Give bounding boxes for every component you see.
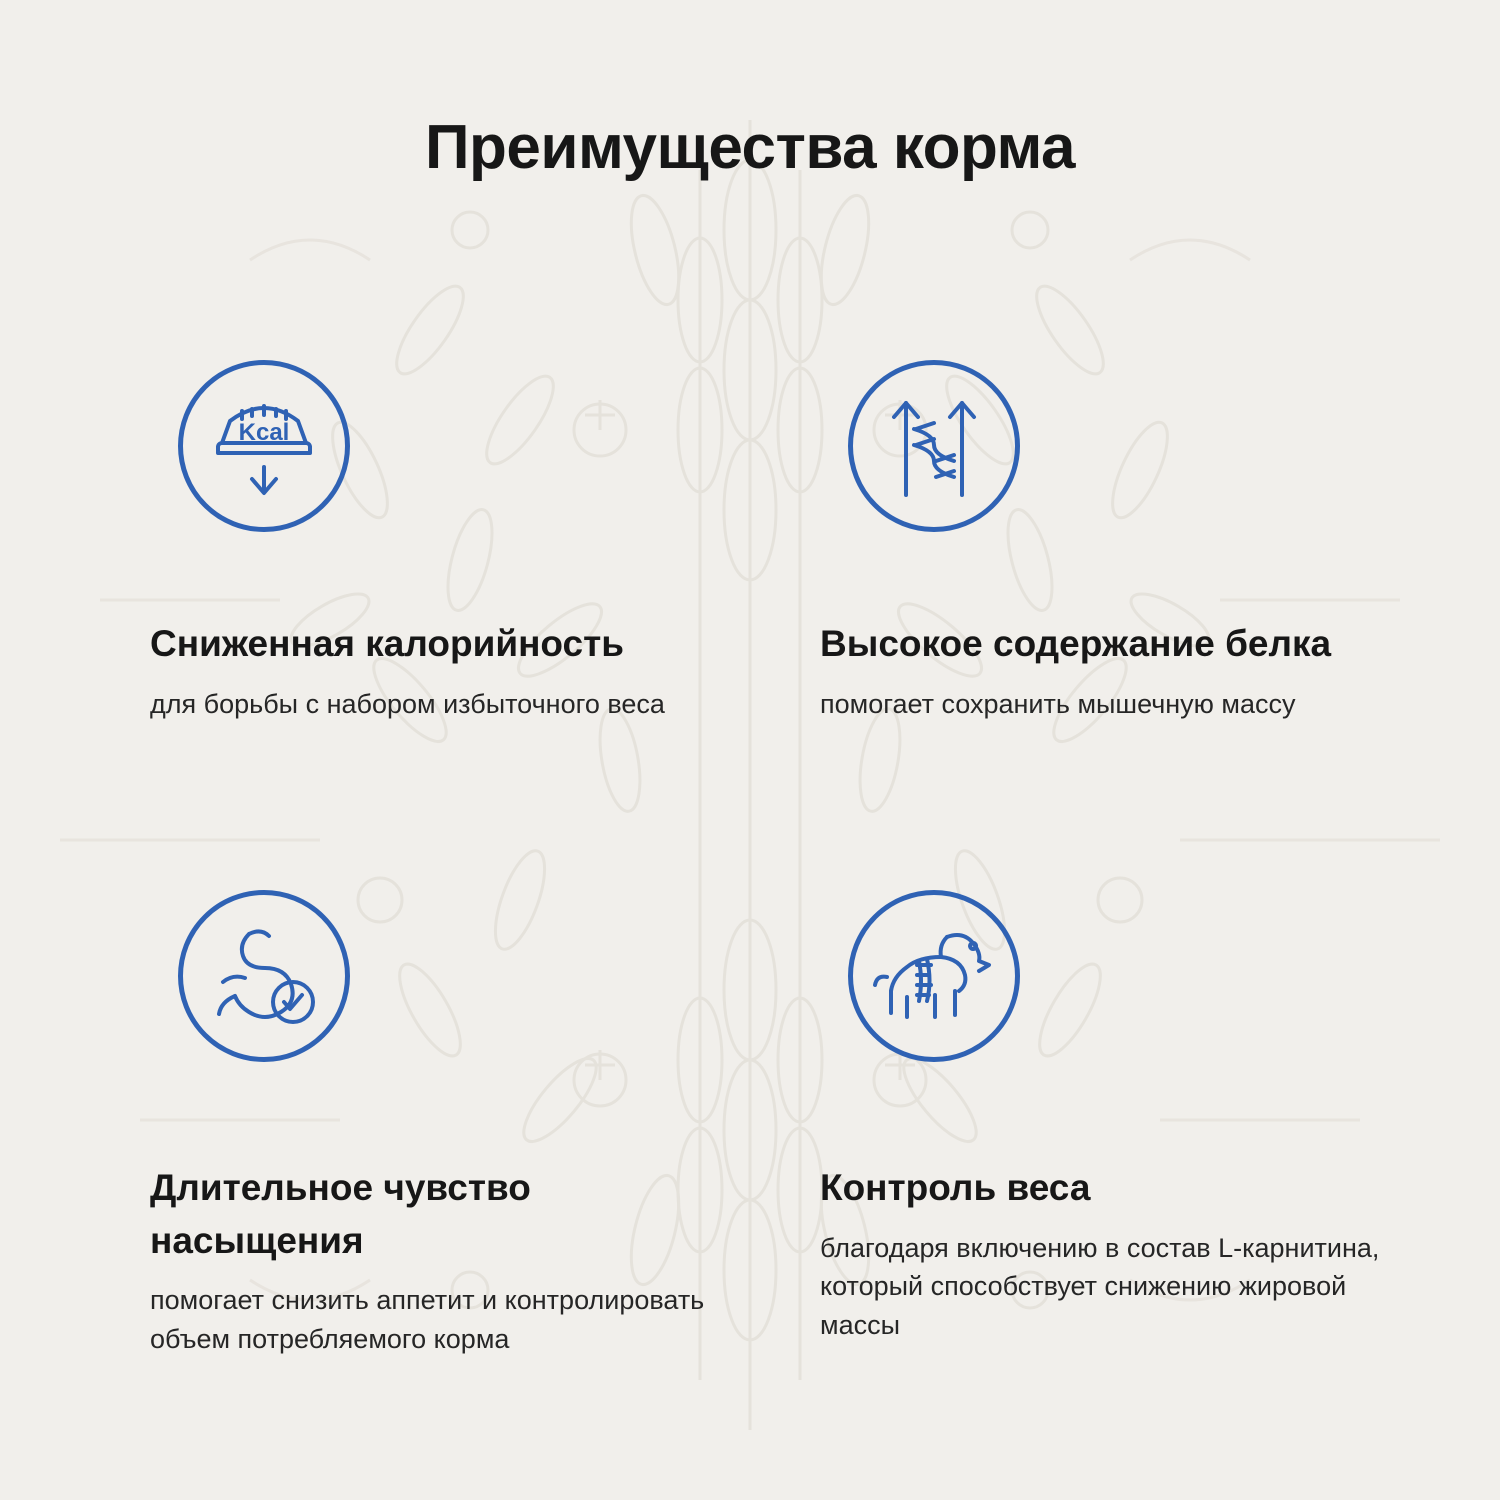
kcal-scale-down-arrow-icon (178, 360, 350, 532)
protein-dna-up-arrows-icon (848, 360, 1020, 532)
dog-measuring-tape-icon (848, 890, 1020, 1062)
feature-description: помогает снизить аппетит и контролировать объем потребляемого корма (150, 1285, 705, 1354)
feature-description: помогает сохранить мышечную массу (820, 688, 1296, 719)
svg-text:Kcal: Kcal (238, 419, 290, 446)
feature-title: Длительное чувство насыщения (150, 1167, 531, 1261)
feature-card-long-satiety (150, 890, 710, 1359)
feature-description: для борьбы с набором избыточного веса (150, 688, 665, 719)
feature-card-reduced-calories (150, 360, 710, 723)
feature-description: благодаря включению в состав L-карнитина, который способствует снижению жировой массы (820, 1232, 1380, 1341)
stomach-check-icon (178, 890, 350, 1062)
feature-card-weight-control (820, 890, 1380, 1345)
page-title: Преимущества корма (424, 113, 1076, 182)
feature-title: Сниженная калорийность (150, 623, 624, 664)
feature-card-high-protein (820, 360, 1380, 723)
feature-title: Высокое содержание белка (820, 623, 1332, 664)
feature-title: Контроль веса (820, 1167, 1091, 1208)
